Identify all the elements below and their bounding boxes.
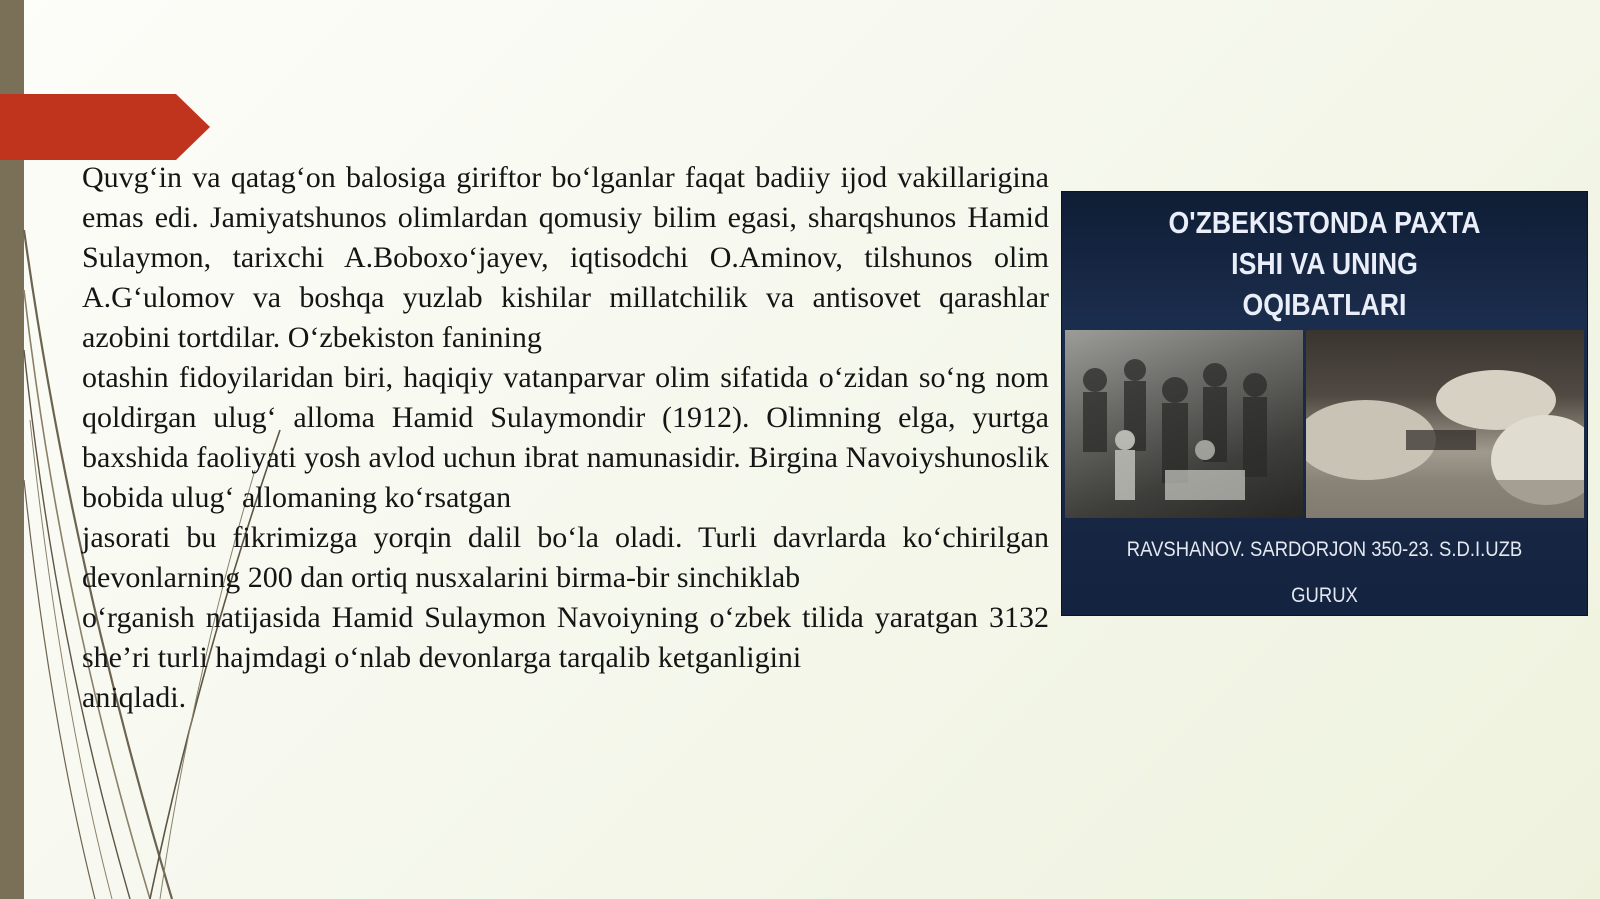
paragraph-5: aniqladi. [82, 681, 187, 714]
red-arrow-banner [0, 94, 212, 160]
body-text [82, 158, 1049, 718]
crowd-photo [1065, 330, 1303, 518]
paragraph-2: otashin fidoyilaridan biri, haqiqiy vatanparvar olim sifatida o‘zidan so‘ng nom qoldirgan ulug‘ alloma Hamid Sulaymondir (1912). Olimning elga, yurtga baxshida faoliyati yosh avlod uchun ibrat namunasidir. Birgina Navoiyshunoslik bobida ulug‘ allomaning ko‘rsatgan [82, 361, 1049, 514]
cover-image [1062, 192, 1587, 615]
cover-title [1099, 202, 1551, 325]
cover-title-line: ISHI VA UNING [1231, 246, 1418, 281]
cover-title-line: O'ZBEKISTONDA PAXTA [1168, 205, 1481, 240]
cover-caption-line: GURUX [1291, 584, 1358, 607]
cover-caption [1094, 527, 1556, 615]
paragraph-1: Quvg‘in va qatag‘on balosiga giriftor bo‘lganlar faqat badiiy ijod vakillarigina emas edi. Jamiyatshunos olimlardan qomusiy bilim egasi, sharqshunos Hamid Sulaymon, tarixchi A.Boboxo‘jayev, iqtisodchi O.Aminov, tilshunos olim A.G‘ulomov va boshqa yuzlab kishilar millatchilik va antisovet qarashlar azobini tortdilar. O‘zbekiston fanining [82, 161, 1049, 354]
paragraph-3: jasorati bu fikrimizga yorqin dalil bo‘la oladi. Turli davrlarda ko‘chirilgan devonlarning 200 dan ortiq nusxalarini birma-bir sinchiklab [82, 521, 1049, 594]
paragraph-4: o‘rganish natijasida Hamid Sulaymon Navoiyning o‘zbek tilida yaratgan 3132 she’ri turli hajmdagi o‘nlab devonlarga tarqalib ketganligini [82, 601, 1049, 674]
cotton-bales-photo [1306, 330, 1584, 518]
cover-caption-line: RAVSHANOV. SARDORJON 350-23. S.D.I.UZB [1126, 538, 1523, 561]
photo-strip [1065, 330, 1584, 518]
cover-title-line: OQIBATLARI [1242, 287, 1407, 322]
